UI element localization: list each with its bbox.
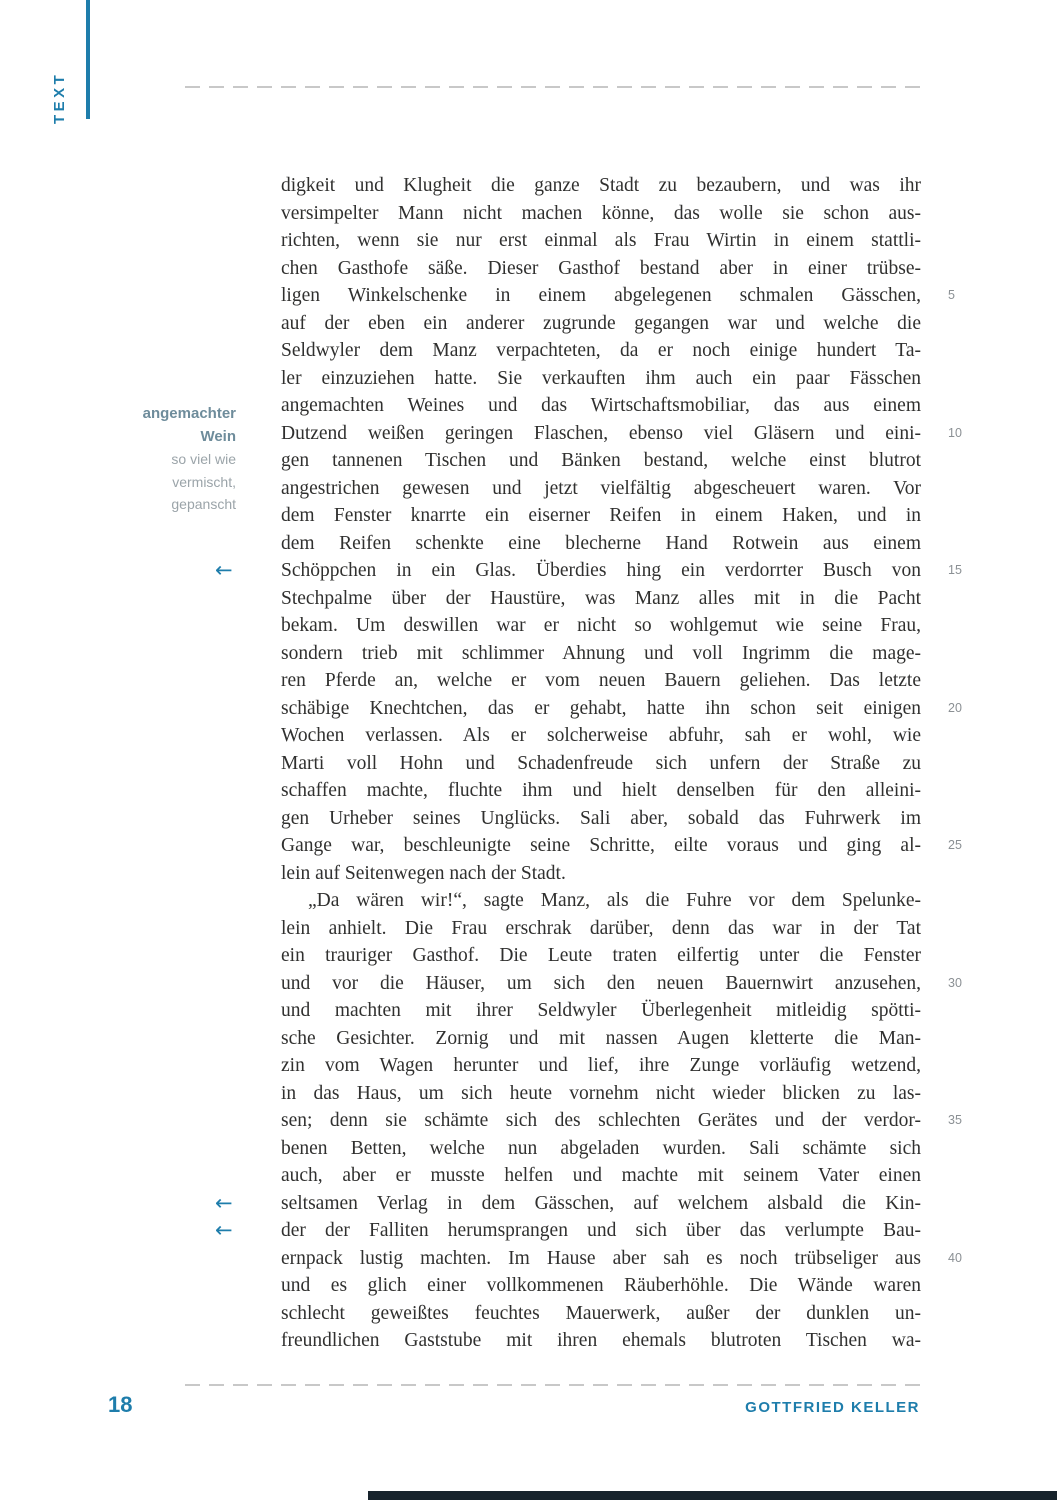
text-line [281,585,921,613]
bottom-edge-bar [368,1491,1057,1500]
text-line-content: angestrichen gewesen und jetzt vielfältig abgescheuert waren. Vor [281,477,921,499]
text-line [281,227,921,255]
text-line [281,1135,921,1163]
text-line [281,475,921,503]
text-line-content: Schöppchen in ein Glas. Überdies hing ein verdorrter Busch von [281,560,921,581]
text-line-content: sondern trieb mit schlimmer Ahnung und voll Ingrimm die mage- [281,642,921,664]
text-line-content: angemachten Weines und das Wirtschaftsmobiliar, das aus einem [281,395,921,416]
text-line-content: richten, wenn sie nur erst einmal als Frau Wirtin in einem stattli- [281,230,921,251]
line-number: 20 [948,700,962,715]
text-line-content: gen Urheber seines Unglücks. Sali aber, sobald das Fuhrwerk im [281,807,921,829]
line-number: 5 [948,288,955,302]
margin-note-definition: gepanscht [171,496,236,512]
text-line [281,805,921,833]
text-line-content: Stechpalme über der Haustüre, was Manz alles mit in die Pacht [281,587,921,609]
margin-note-term: Wein [200,427,236,445]
text-line [281,1272,921,1300]
text-line-content: Marti voll Hohn und Schadenfreude sich unfern der Straße zu [281,752,921,774]
margin-note [76,403,236,516]
text-line-content: freundlichen Gaststube mit ihren ehemals blutroten Tischen wa- [281,1330,921,1351]
text-line [281,310,921,338]
text-line [281,777,921,805]
margin-arrow-icon: ← [215,558,233,582]
text-line-content: in das Haus, um sich heute vornehm nicht wieder blicken zu las- [281,1082,921,1104]
text-line-content: bekam. Um deswillen war er nicht so wohlgemut wie seine Frau, [281,615,921,636]
margin-arrow-icon: ← [215,1218,233,1242]
text-line [281,172,921,200]
text-line-content: lein anhielt. Die Frau erschrak darüber, denn das war in der Tat [281,917,921,939]
text-line [281,695,962,723]
text-line [281,942,921,970]
text-line-content: sche Gesichter. Zornig und mit nassen Augen kletterte die Man- [281,1027,921,1049]
text-line-content: ernpack lustig machten. Im Hause aber sah es noch trübseliger aus [281,1247,921,1269]
section-accent-bar [86,0,90,119]
line-number: 10 [948,425,962,440]
text-block [142,172,962,1355]
text-line [281,365,921,393]
text-line-content: der der Falliten herumsprangen und sich über das verlumpte Bau- [281,1220,921,1241]
text-line-content: schaffen machte, fluchte ihm und hielt denselben für den alleini- [281,780,921,801]
text-line-content: Dutzend weißen geringen Flaschen, ebenso viel Gläsern und eini- [281,422,921,444]
text-line-content: schäbige Knechtchen, das er gehabt, hatte ihn schon seit einigen [281,697,921,719]
text-line-content: ler einzuziehen hatte. Sie verkauften ihm auch ein paar Fässchen [281,367,921,389]
text-line-content: benen Betten, welche nun abgeladen wurden. Sali schämte sich [281,1137,921,1159]
text-line [215,1190,921,1218]
text-line [281,722,921,750]
margin-arrow-icon: ← [215,1190,233,1215]
text-line-content: versimpelter Mann nicht machen könne, das wolle sie schon aus- [281,202,921,224]
line-number: 40 [948,1250,962,1265]
margin-note-term: angemachter [142,405,236,422]
text-line [281,1162,921,1190]
text-line [281,997,921,1025]
text-line [281,970,962,998]
text-line-content: „Da wären wir!“, sagte Manz, als die Fuhre vor dem Spelunke- [308,890,921,911]
text-line [281,1327,921,1355]
text-line [281,832,962,860]
text-line-content: seltsamen Verlag in dem Gässchen, auf welchem alsbald die Kin- [281,1192,921,1214]
text-line [281,1025,921,1053]
text-line-content: zin vom Wagen herunter und lief, ihre Zunge vorläufig wetzend, [281,1055,921,1076]
text-line [281,282,955,310]
line-number: 35 [948,1113,962,1127]
text-line-content: dem Fenster knarrte ein eiserner Reifen in einem Haken, und in [281,505,921,526]
page-number: 18 [108,1392,133,1417]
text-line [281,502,921,530]
text-line-content: lein auf Seitenwegen nach der Stadt. [281,862,566,884]
text-line [281,1080,921,1108]
top-dashed-rule [185,86,921,88]
text-line-content: ren Pferde an, welche er vom neuen Bauern geliehen. Das letzte [281,670,921,691]
text-line [281,337,921,365]
text-line [281,1245,962,1273]
text-line-content: auf der eben ein anderer zugrunde gegangen war und welche die [281,312,921,334]
text-line [281,667,921,695]
text-line-content: ein trauriger Gasthof. Die Leute traten eilfertig unter die Fenster [281,945,921,966]
footer-author: GOTTFRIED KELLER [745,1399,920,1416]
text-line-content: und machten mit ihrer Seldwyler Überlegenheit mitleidig spötti- [281,1000,921,1021]
text-line-content: auch, aber er musste helfen und machte mit seinem Vater einen [281,1165,921,1186]
text-line-content: chen Gasthofe säße. Dieser Gasthof bestand aber in einer trübse- [281,257,921,279]
text-line [281,915,921,943]
text-line [281,530,921,558]
text-line-content: sen; denn sie schämte sich des schlechten Gerätes und der verdor- [281,1110,921,1131]
text-line [281,200,921,228]
text-line [215,1217,921,1245]
text-line [281,640,921,668]
text-line [281,887,921,915]
text-line-content: schlecht geweißtes feuchtes Mauerwerk, außer der dunklen un- [281,1302,921,1324]
text-line [281,612,921,640]
text-line [281,392,921,420]
text-line [215,557,962,585]
section-label: TEXT [51,71,68,124]
text-line [281,255,921,283]
line-number: 25 [948,838,962,852]
text-line [281,1300,921,1328]
line-number: 30 [948,975,962,990]
text-line-content: und es glich einer vollkommenen Räuberhöhle. Die Wände waren [281,1275,921,1296]
text-line-content: ligen Winkelschenke in einem abgelegenen schmalen Gässchen, [281,285,921,306]
text-line [281,750,921,778]
bottom-dashed-rule [185,1384,921,1386]
margin-note-definition: vermischt, [172,473,236,490]
text-line [281,420,962,448]
text-line-content: und vor die Häuser, um sich den neuen Bauernwirt anzusehen, [281,972,921,994]
text-line [281,1107,962,1135]
text-line [281,1052,921,1080]
text-line-content: digkeit und Klugheit die ganze Stadt zu bezaubern, und was ihr [281,175,921,196]
line-number: 15 [948,563,962,577]
text-line-content: Gange war, beschleunigte seine Schritte, eilte voraus und ging al- [281,835,921,856]
text-line-content: Wochen verlassen. Als er solcherweise abfuhr, sah er wohl, wie [281,725,921,746]
text-line [281,860,921,888]
margin-note-definition: so viel wie [171,451,236,467]
text-line-content: Seldwyler dem Manz verpachteten, da er noch einige hundert Ta- [281,340,921,361]
text-line-content: gen tannenen Tischen und Bänken bestand, welche einst blutrot [281,450,921,471]
text-line-content: dem Reifen schenkte eine blecherne Hand Rotwein aus einem [281,532,921,554]
text-line [281,447,921,475]
